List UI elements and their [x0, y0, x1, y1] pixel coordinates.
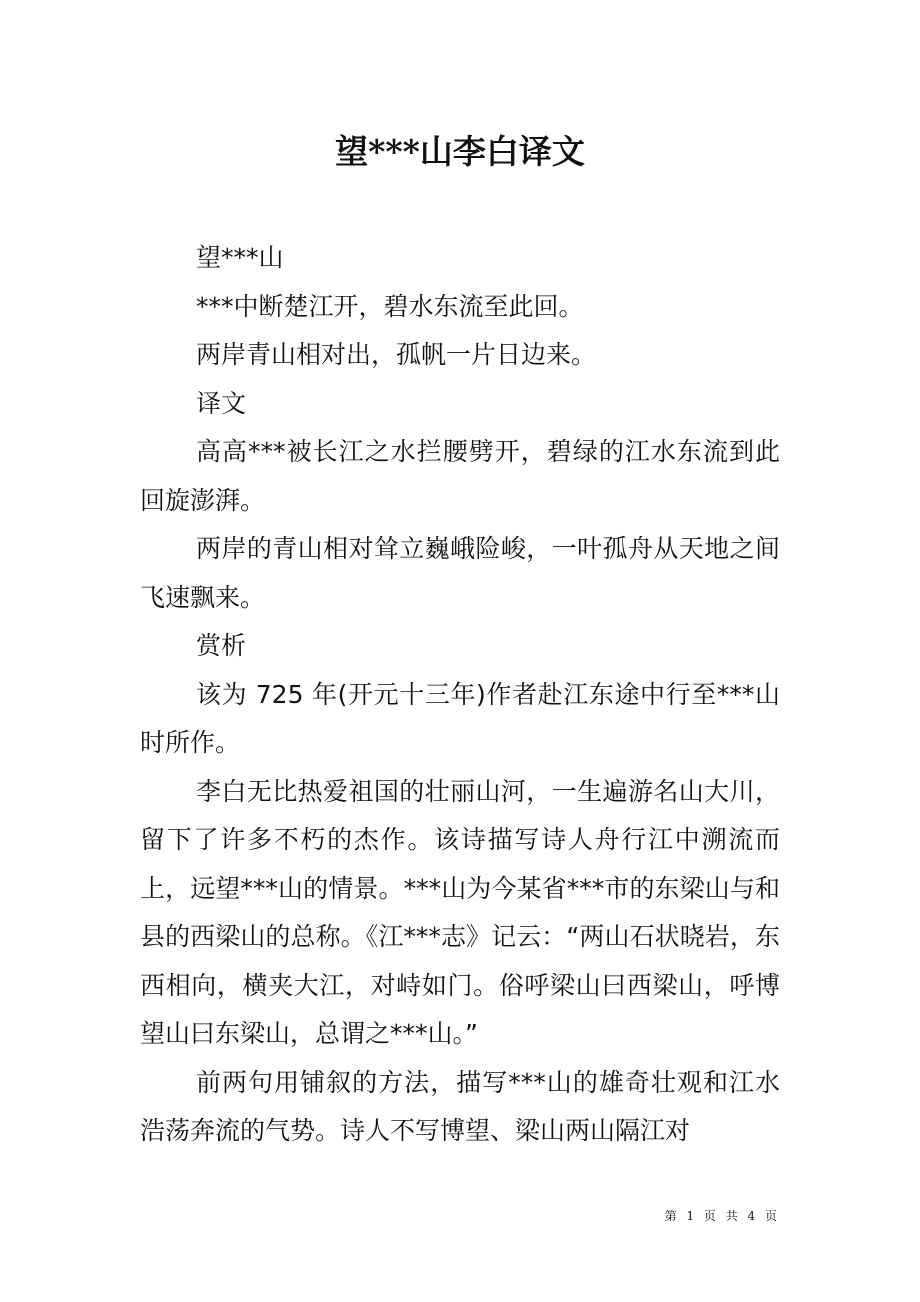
document-title: 望***山李白译文 [335, 132, 585, 171]
analysis-paragraph-2: 李白无比热爱祖国的壮丽山河，一生遍游名山大川，留下了许多不朽的杰作。该诗描写诗人舟行江中溯流而上，远望***山的情景。***山为今某省***市的东梁山与和县的西梁山的总称。《江***志》记云：“两山石状晓岩，东西相向，横夹大江，对峙如门。俗呼梁山曰西梁山，呼博望山曰东梁山，总谓之***山。” [140, 776, 780, 1048]
page-number-footer: 第 1 页 共 4 页 [664, 1209, 780, 1223]
section-heading-analysis: 赏析 [196, 631, 247, 660]
translation-paragraph-1: 高高***被长江之水拦腰劈开，碧绿的江水东流到此回旋澎湃。 [140, 437, 780, 515]
poem-title: 望***山 [196, 243, 284, 272]
document-body [140, 234, 780, 1156]
analysis-paragraph-3: 前两句用铺叙的方法，描写***山的雄奇壮观和江水浩荡奔流的气势。诗人不写博望、梁山两山隔江对 [140, 1067, 780, 1145]
poem-line-2: 两岸青山相对出，孤帆一片日边来。 [196, 340, 597, 369]
poem-line-1: ***中断楚江开，碧水东流至此回。 [196, 291, 584, 321]
translation-paragraph-2: 两岸的青山相对耸立巍峨险峻，一叶孤舟从天地之间飞速飘来。 [140, 534, 780, 612]
section-heading-translation: 译文 [196, 388, 247, 418]
analysis-paragraph-1: 该为 725 年(开元十三年)作者赴江东途中行至***山时所作。 [140, 679, 780, 757]
